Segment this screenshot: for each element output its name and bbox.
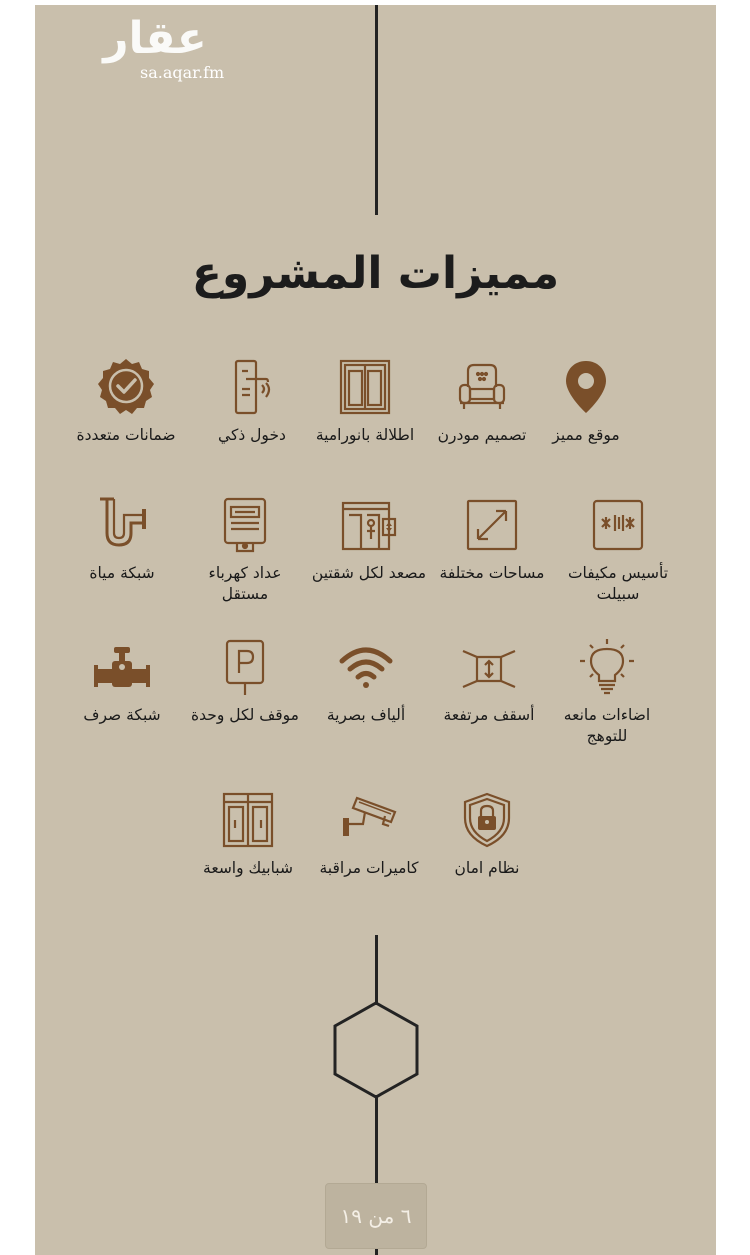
elevator-icon [339, 495, 399, 555]
feature-label: مساحات مختلفة [439, 564, 545, 582]
guarantee-badge-icon [96, 357, 156, 417]
feature-label: موقف لكل وحدة [191, 706, 299, 724]
feature-high-ceilings [427, 637, 551, 726]
feature-label: مصعد لكل شقتين [311, 564, 427, 582]
high-ceiling-icon [459, 637, 519, 697]
light-bulb-icon [577, 637, 637, 697]
hexagon-shape [331, 1000, 421, 1100]
water-pipe-icon [92, 495, 152, 555]
feature-parking [183, 637, 307, 726]
feature-modern-design [420, 357, 544, 446]
page-title: مميزات المشروع [191, 248, 560, 299]
feature-anti-glare-lighting [545, 637, 669, 747]
feature-label: دخول ذكي [218, 426, 286, 444]
feature-label: شبابيك واسعة [203, 859, 293, 877]
feature-water-network [60, 495, 184, 584]
feature-label: تأسيس مكيفات سبيلت [567, 564, 669, 603]
smart-lock-icon [222, 357, 282, 417]
security-shield-icon [457, 790, 517, 850]
feature-label: نظام امان [454, 859, 520, 877]
feature-label: اطلالة بانورامية [315, 426, 415, 444]
valve-pipe-icon [92, 637, 152, 697]
wifi-icon [336, 637, 396, 697]
air-conditioner-icon [588, 495, 648, 555]
feature-wide-windows [186, 790, 310, 879]
electric-meter-icon [215, 495, 275, 555]
feature-guarantees [64, 357, 188, 446]
feature-smart-entry [190, 357, 314, 446]
feature-fiber-optics [304, 637, 428, 726]
divider-line-middle [375, 935, 378, 1005]
armchair-icon [452, 357, 512, 417]
watermark-logo: عقار [103, 13, 207, 64]
page-indicator-text: ٦ من ١٩ [340, 1204, 412, 1228]
feature-label: ضمانات متعددة [76, 426, 176, 444]
watermark-url: sa.aqar.fm [140, 63, 225, 82]
feature-various-spaces [430, 495, 554, 584]
feature-elevator [307, 495, 431, 584]
feature-label: أسقف مرتفعة [443, 706, 535, 724]
wide-window-icon [218, 790, 278, 850]
feature-label: كاميرات مراقبة [319, 859, 419, 877]
feature-panoramic-view [303, 357, 427, 446]
location-pin-icon [556, 357, 616, 417]
window-icon [335, 357, 395, 417]
feature-drainage [60, 637, 184, 726]
feature-label: موقع مميز [552, 426, 620, 444]
feature-label: ألياف بصرية [326, 706, 406, 724]
feature-electric-meter [183, 495, 307, 605]
resize-icon [462, 495, 522, 555]
feature-label: شبكة مياة [89, 564, 155, 582]
feature-label: عداد كهرباء مستقل [208, 564, 282, 603]
feature-card [35, 5, 716, 1255]
parking-icon [215, 637, 275, 697]
feature-label: شبكة صرف [83, 706, 161, 724]
feature-split-ac [556, 495, 680, 605]
divider-line-top [375, 5, 378, 215]
cctv-camera-icon [339, 790, 399, 850]
feature-security-system [425, 790, 549, 879]
page-indicator [325, 1183, 427, 1249]
watermark [80, 13, 240, 83]
feature-surveillance-cameras [307, 790, 431, 879]
feature-label: تصميم مودرن [437, 426, 527, 444]
feature-label: اضاءات مانعه للتوهج [563, 706, 651, 745]
